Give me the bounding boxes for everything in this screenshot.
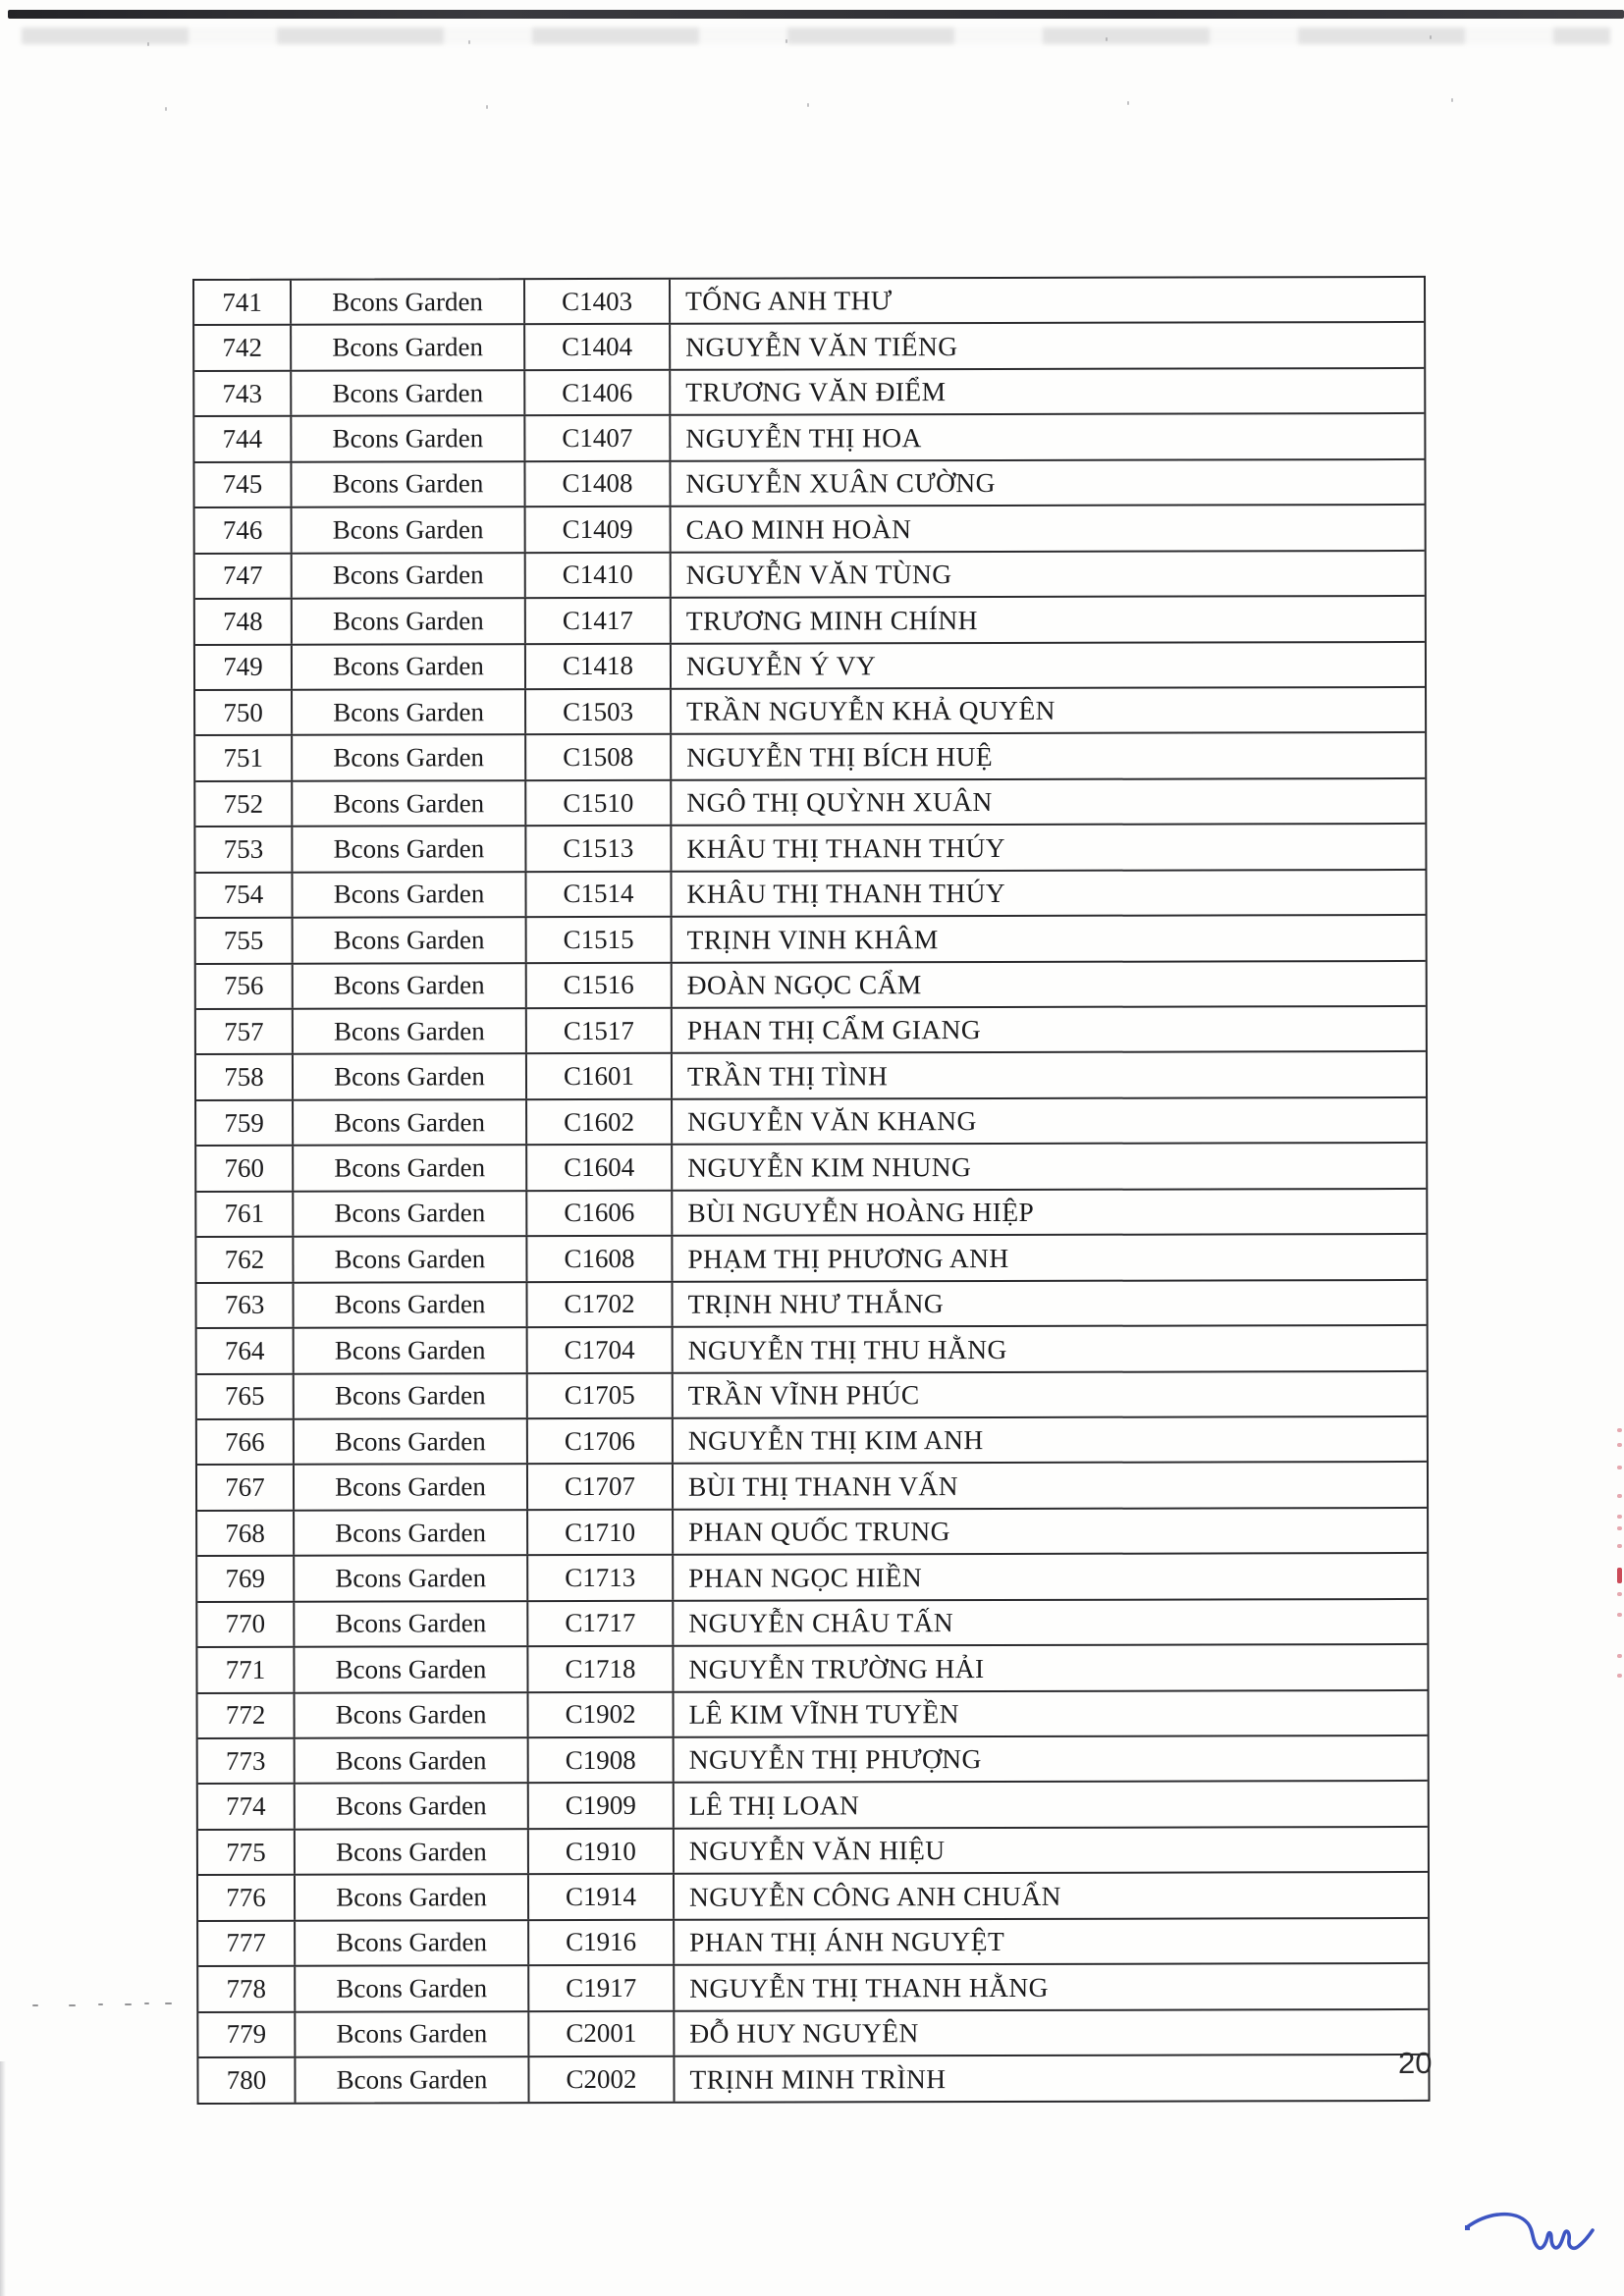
resident-name-cell: BÙI NGUYỄN HOÀNG HIỆP <box>687 1197 1035 1228</box>
unit-code-cell: C1407 <box>525 416 671 460</box>
project-cell: Bcons Garden <box>296 1921 529 1965</box>
table-row <box>198 1735 1428 1783</box>
row-number-cell: 750 <box>195 691 293 735</box>
row-number-cell: 758 <box>196 1055 294 1099</box>
table-row <box>198 2008 1428 2056</box>
project-cell: Bcons Garden <box>295 1466 528 1510</box>
unit-code-cell: C1702 <box>528 1282 674 1326</box>
project-cell: Bcons Garden <box>296 1875 529 1919</box>
scan-dash-mark <box>69 2004 76 2006</box>
row-number-cell: 759 <box>196 1101 294 1146</box>
row-number-cell: 764 <box>197 1329 295 1373</box>
table-row <box>198 1826 1428 1874</box>
scan-speck <box>147 42 149 46</box>
project-cell: Bcons Garden <box>294 1237 527 1281</box>
project-cell: Bcons Garden <box>295 1511 528 1555</box>
unit-code-cell: C1513 <box>526 827 672 871</box>
project-cell: Bcons Garden <box>295 1602 528 1646</box>
project-cell: Bcons Garden <box>295 1374 528 1418</box>
scan-red-mark <box>1617 1443 1622 1447</box>
project-cell: Bcons Garden <box>294 1009 527 1053</box>
table-row <box>196 1005 1426 1053</box>
project-cell: Bcons Garden <box>295 1647 528 1691</box>
project-cell: Bcons Garden <box>293 599 526 643</box>
resident-name-cell: LÊ KIM VĨNH TUYỀN <box>688 1698 960 1730</box>
table-row <box>197 1507 1427 1555</box>
unit-code-cell: C2002 <box>529 2057 675 2102</box>
row-number-cell: 749 <box>195 645 293 689</box>
scan-red-mark <box>1617 1592 1622 1596</box>
row-number-cell: 747 <box>195 554 293 598</box>
scan-dash-mark <box>98 2003 103 2005</box>
scan-top-bar <box>8 10 1624 19</box>
resident-name-cell: NGÔ THỊ QUỲNH XUÂN <box>686 786 993 819</box>
resident-name-cell: PHAN THỊ ÁNH NGUYỆT <box>689 1926 1005 1957</box>
scan-dash-mark <box>165 2002 172 2004</box>
unit-code-cell: C1410 <box>526 553 672 597</box>
scan-red-mark <box>1617 1526 1622 1530</box>
table-row <box>198 2054 1428 2102</box>
row-number-cell: 772 <box>198 1693 296 1737</box>
row-number-cell: 748 <box>195 600 293 644</box>
unit-code-cell: C1508 <box>526 735 672 779</box>
row-number-cell: 742 <box>194 326 292 370</box>
scan-red-mark <box>1617 1654 1622 1658</box>
scan-speck <box>1127 101 1129 105</box>
resident-name-cell: ĐỖ HUY NGUYÊN <box>689 2017 919 2049</box>
row-number-cell: 769 <box>197 1557 295 1601</box>
unit-code-cell: C1704 <box>528 1328 674 1372</box>
resident-name-cell: NGUYỄN Ý VY <box>685 650 877 681</box>
scan-red-mark <box>1617 1568 1622 1583</box>
scan-edge-shade <box>0 2061 6 2296</box>
project-cell: Bcons Garden <box>296 2012 529 2056</box>
resident-name-cell: NGUYỄN VĂN TIẾNG <box>685 331 958 362</box>
resident-name-cell: NGUYỄN VĂN HIỆU <box>688 1835 946 1867</box>
table-row <box>196 1188 1426 1236</box>
scan-speck <box>1430 35 1432 39</box>
table-row <box>197 1369 1427 1417</box>
resident-name-cell: PHAN QUỐC TRUNG <box>688 1516 950 1548</box>
row-number-cell: 741 <box>194 281 292 325</box>
row-number-cell: 771 <box>197 1648 295 1692</box>
unit-code-cell: C1717 <box>528 1601 674 1645</box>
resident-name-cell: NGUYỄN VĂN KHANG <box>687 1105 977 1138</box>
unit-code-cell: C1517 <box>527 1009 673 1053</box>
resident-name-cell: NGUYỄN THỊ PHƯỢNG <box>688 1743 982 1776</box>
table-row <box>195 504 1425 552</box>
table-row <box>195 777 1425 826</box>
row-number-cell: 765 <box>197 1374 295 1418</box>
scan-dash-mark <box>32 2004 38 2006</box>
row-number-cell: 762 <box>196 1238 294 1282</box>
project-cell: Bcons Garden <box>293 645 526 689</box>
table-row <box>195 640 1425 688</box>
project-cell: Bcons Garden <box>296 1785 529 1829</box>
project-cell: Bcons Garden <box>293 554 526 598</box>
table-row <box>197 1461 1427 1509</box>
resident-name-cell: TRẦN NGUYỄN KHẢ QUYÊN <box>686 695 1056 727</box>
scan-red-mark <box>1617 1674 1622 1678</box>
row-number-cell: 780 <box>198 2058 296 2103</box>
project-cell: Bcons Garden <box>292 462 525 507</box>
unit-code-cell: C1710 <box>528 1511 674 1555</box>
resident-name-cell: BÙI THỊ THANH VẤN <box>687 1469 958 1502</box>
unit-code-cell: C1706 <box>528 1419 674 1464</box>
unit-code-cell: C2001 <box>529 2011 675 2056</box>
scan-speck <box>1106 37 1108 41</box>
project-cell: Bcons Garden <box>293 827 526 871</box>
table-row <box>195 869 1425 917</box>
row-number-cell: 763 <box>197 1283 295 1327</box>
resident-name-cell: TRẦN VĨNH PHÚC <box>687 1379 920 1411</box>
scan-dash-mark <box>125 2003 132 2005</box>
project-cell: Bcons Garden <box>295 1419 528 1464</box>
table-row <box>195 550 1425 598</box>
project-cell: Bcons Garden <box>294 1055 527 1099</box>
project-cell: Bcons Garden <box>296 1966 529 2010</box>
unit-code-cell: C1705 <box>528 1373 674 1417</box>
project-cell: Bcons Garden <box>293 507 526 552</box>
resident-name-cell: TRỊNH VINH KHÂM <box>686 923 939 955</box>
resident-name-cell: NGUYỄN CÔNG ANH CHUẨN <box>688 1880 1061 1912</box>
unit-code-cell: C1515 <box>527 918 673 962</box>
scan-speck <box>785 39 787 43</box>
resident-name-cell: KHÂU THỊ THANH THÚY <box>686 831 1006 864</box>
unit-code-cell: C1409 <box>526 507 672 552</box>
table-row <box>195 823 1425 871</box>
unit-code-cell: C1403 <box>525 280 671 324</box>
table-row <box>195 595 1425 643</box>
row-number-cell: 776 <box>198 1876 296 1920</box>
scan-speck <box>165 107 167 111</box>
table-row <box>196 914 1426 962</box>
project-cell: Bcons Garden <box>294 918 527 962</box>
project-cell: Bcons Garden <box>295 1328 528 1372</box>
unit-code-cell: C1917 <box>529 1966 675 2010</box>
row-number-cell: 773 <box>198 1739 296 1784</box>
scan-speck <box>486 105 488 109</box>
project-cell: Bcons Garden <box>293 873 526 917</box>
project-cell: Bcons Garden <box>296 1693 529 1737</box>
project-cell: Bcons Garden <box>292 371 525 415</box>
unit-code-cell: C1909 <box>529 1784 675 1828</box>
resident-name-cell: PHAN THỊ CẨM GIANG <box>686 1014 982 1046</box>
row-number-cell: 777 <box>198 1921 296 1965</box>
unit-code-cell: C1604 <box>527 1146 673 1190</box>
project-cell: Bcons Garden <box>292 280 525 324</box>
unit-code-cell: C1908 <box>529 1738 675 1783</box>
resident-name-cell: NGUYỄN XUÂN CƯỜNG <box>685 467 996 499</box>
unit-code-cell: C1606 <box>527 1192 673 1236</box>
unit-code-cell: C1713 <box>528 1556 674 1600</box>
project-cell: Bcons Garden <box>293 781 526 826</box>
row-number-cell: 761 <box>196 1193 294 1237</box>
scan-red-mark <box>1617 1544 1622 1548</box>
resident-name-cell: NGUYỄN THỊ THU HẰNG <box>687 1333 1007 1365</box>
row-number-cell: 760 <box>196 1147 294 1191</box>
table-row <box>196 1233 1426 1281</box>
scan-red-mark <box>1617 1466 1622 1469</box>
table-row <box>196 1279 1426 1327</box>
project-cell: Bcons Garden <box>293 690 526 734</box>
page-number: 20 <box>1398 2046 1433 2080</box>
table-row <box>196 959 1426 1007</box>
row-number-cell: 745 <box>194 463 292 507</box>
unit-code-cell: C1404 <box>525 325 671 369</box>
scan-smudge-band <box>22 27 1610 44</box>
row-number-cell: 770 <box>197 1602 295 1646</box>
table-row <box>197 1552 1427 1600</box>
table-row <box>198 1962 1428 2010</box>
resident-name-cell: PHẠM THỊ PHƯƠNG ANH <box>687 1242 1009 1274</box>
resident-name-cell: CAO MINH HOÀN <box>685 512 912 545</box>
table-row <box>194 412 1424 460</box>
unit-code-cell: C1418 <box>526 644 672 688</box>
unit-code-cell: C1510 <box>526 781 672 826</box>
row-number-cell: 779 <box>198 2012 296 2056</box>
unit-code-cell: C1602 <box>527 1100 673 1145</box>
table-row <box>198 1780 1428 1828</box>
resident-name-cell: TRỊNH MINH TRÌNH <box>689 2062 947 2095</box>
table-row <box>194 278 1424 324</box>
scan-dash-mark <box>144 2002 149 2004</box>
row-number-cell: 778 <box>198 1967 296 2011</box>
table-row <box>197 1643 1427 1691</box>
row-number-cell: 774 <box>198 1785 296 1829</box>
row-number-cell: 743 <box>194 372 292 416</box>
unit-code-cell: C1914 <box>529 1875 675 1919</box>
resident-name-cell: NGUYỄN VĂN TÙNG <box>685 559 952 590</box>
unit-code-cell: C1503 <box>526 690 672 734</box>
resident-name-cell: NGUYỄN CHÂU TẤN <box>688 1607 954 1638</box>
table-row <box>198 1688 1428 1736</box>
resident-name-cell: TRƯƠNG VĂN ĐIỂM <box>685 376 947 408</box>
project-cell: Bcons Garden <box>295 1556 528 1600</box>
row-number-cell: 767 <box>197 1466 295 1510</box>
resident-name-cell: NGUYỄN THỊ BÍCH HUỆ <box>686 740 994 773</box>
project-cell: Bcons Garden <box>292 326 525 370</box>
table-row <box>196 1096 1426 1145</box>
table-row <box>194 321 1424 369</box>
row-number-cell: 744 <box>194 417 292 461</box>
resident-name-cell: LÊ THỊ LOAN <box>688 1789 860 1821</box>
unit-code-cell: C1916 <box>529 1921 675 1965</box>
unit-code-cell: C1910 <box>529 1830 675 1874</box>
signature-ink <box>1459 2202 1597 2280</box>
unit-code-cell: C1417 <box>526 599 672 643</box>
scan-red-mark <box>1617 1613 1622 1617</box>
row-number-cell: 768 <box>197 1512 295 1556</box>
row-number-cell: 756 <box>196 964 294 1008</box>
project-cell: Bcons Garden <box>296 2057 529 2102</box>
unit-code-cell: C1608 <box>527 1237 673 1281</box>
unit-code-cell: C1902 <box>529 1692 675 1736</box>
resident-name-cell: TRẦN THỊ TÌNH <box>686 1060 889 1092</box>
unit-code-cell: C1601 <box>527 1054 673 1098</box>
table-row <box>197 1324 1427 1372</box>
scan-speck <box>807 103 809 107</box>
project-cell: Bcons Garden <box>294 1100 527 1145</box>
row-number-cell: 753 <box>195 828 293 872</box>
project-cell: Bcons Garden <box>296 1830 529 1874</box>
row-number-cell: 751 <box>195 736 293 780</box>
unit-code-cell: C1406 <box>525 371 671 415</box>
row-number-cell: 755 <box>196 919 294 963</box>
project-cell: Bcons Garden <box>293 736 526 780</box>
scan-red-mark <box>1617 1428 1622 1432</box>
table-row <box>197 1598 1427 1646</box>
resident-name-cell: ĐOÀN NGỌC CẨM <box>686 969 922 1000</box>
row-number-cell: 766 <box>197 1420 295 1465</box>
table-row <box>196 1050 1426 1098</box>
unit-code-cell: C1718 <box>528 1647 674 1691</box>
project-cell: Bcons Garden <box>294 1192 527 1236</box>
table-row <box>195 731 1425 779</box>
table-row <box>194 367 1424 415</box>
unit-code-cell: C1516 <box>527 963 673 1007</box>
project-cell: Bcons Garden <box>292 416 525 460</box>
row-number-cell: 752 <box>195 782 293 827</box>
table-row <box>198 1917 1428 1965</box>
resident-name-cell: TỐNG ANH THƯ <box>685 285 893 317</box>
row-number-cell: 754 <box>195 873 293 917</box>
resident-name-cell: NGUYỄN THỊ HOA <box>685 421 922 454</box>
unit-code-cell: C1408 <box>525 462 671 507</box>
table-row <box>194 458 1424 507</box>
resident-name-cell: NGUYỄN KIM NHUNG <box>687 1150 972 1183</box>
unit-code-cell: C1514 <box>526 872 672 916</box>
residents-table <box>192 276 1431 2105</box>
scan-speck <box>468 40 470 44</box>
project-cell: Bcons Garden <box>294 964 527 1008</box>
project-cell: Bcons Garden <box>294 1146 527 1190</box>
table-row <box>196 1142 1426 1190</box>
unit-code-cell: C1707 <box>528 1465 674 1509</box>
scan-speck <box>1451 98 1453 102</box>
table-row <box>198 1871 1428 1919</box>
resident-name-cell: TRỊNH NHƯ THẮNG <box>687 1288 945 1319</box>
row-number-cell: 775 <box>198 1831 296 1875</box>
scan-red-mark <box>1617 1494 1622 1498</box>
scan-red-mark <box>1617 1515 1622 1519</box>
resident-name-cell: KHÂU THỊ THANH THÚY <box>686 878 1006 909</box>
resident-name-cell: NGUYỄN THỊ KIM ANH <box>687 1424 984 1457</box>
resident-name-cell: NGUYỄN THỊ THANH HẰNG <box>689 1971 1049 2003</box>
row-number-cell: 746 <box>195 508 293 553</box>
table-row <box>197 1415 1427 1464</box>
table-row <box>195 686 1425 734</box>
project-cell: Bcons Garden <box>295 1283 528 1327</box>
row-number-cell: 757 <box>196 1010 294 1054</box>
project-cell: Bcons Garden <box>296 1738 529 1783</box>
resident-name-cell: PHAN NGỌC HIỀN <box>688 1561 923 1593</box>
resident-name-cell: NGUYỄN TRƯỜNG HẢI <box>688 1652 985 1684</box>
resident-name-cell: TRƯƠNG MINH CHÍNH <box>685 604 978 636</box>
